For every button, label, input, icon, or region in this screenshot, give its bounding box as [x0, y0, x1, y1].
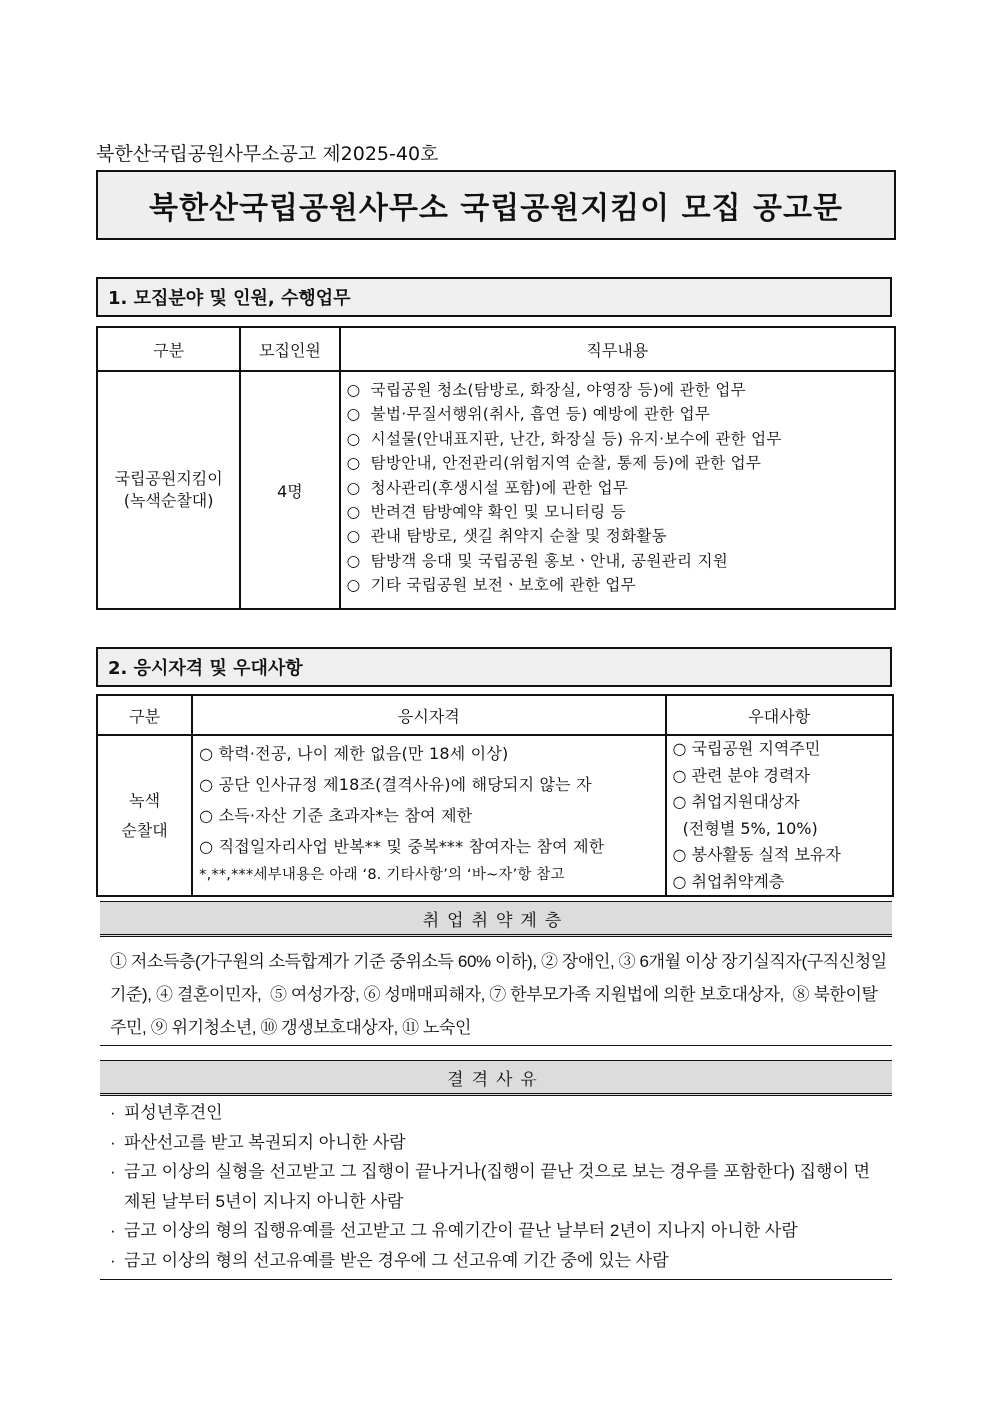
section2-heading: 2. 응시자격 및 우대사항	[96, 647, 892, 687]
vulnerable-line: ① 저소득층(가구원의 소득합계가 기준 중위소득 60% 이하), ② 장애인, ③ 6개월 이상 장기실직자(구직신청일	[110, 952, 887, 971]
list-item: ○ 불법·무질서행위(취사, 흡연 등) 예방에 관한 업무	[346, 405, 711, 424]
list-item: ○ 공단 인사규정 제18조(결격사유)에 해당되지 않는 자	[199, 775, 592, 794]
list-item: ○ 취업취약계층	[672, 871, 785, 891]
vulnerable-heading: 취업취약계층	[100, 901, 892, 937]
list-item: ○ 관내 탐방로, 샛길 취약지 순찰 및 정화활동	[346, 527, 667, 546]
preference-list	[666, 735, 894, 896]
recruit-category	[97, 371, 240, 609]
vulnerable-text	[100, 937, 892, 1044]
recruit-count: 4명	[240, 371, 339, 609]
qualification-list	[192, 735, 665, 896]
header-category: 구분	[97, 327, 240, 371]
category-sub: 순찰대	[121, 820, 168, 840]
list-item: ○ 탐방안내, 안전관리(위험지역 순찰, 통제 등)에 관한 업무	[346, 454, 762, 473]
qualification-table	[96, 694, 894, 897]
list-item: · 파산선고를 받고 복권되지 아니한 사람	[110, 1132, 406, 1152]
header-duties: 직무내용	[340, 327, 895, 371]
recruitment-table	[96, 326, 896, 610]
list-item: (전형별 5%, 10%)	[672, 818, 818, 838]
notice-number: 북한산국립공원사무소공고 제2025-40호	[96, 143, 439, 165]
category-name: 국립공원지킴이	[114, 469, 223, 488]
list-item: ○ 반려견 탐방예약 확인 및 모니터링 등	[346, 503, 626, 522]
header-category: 구분	[97, 695, 192, 735]
header-preferences: 우대사항	[666, 695, 894, 735]
vulnerable-box	[100, 937, 892, 1046]
list-item: ○ 직접일자리사업 반복** 및 중복*** 참여자는 참여 제한	[199, 837, 605, 856]
list-item: · 피성년후견인	[110, 1103, 223, 1122]
table-row	[97, 371, 895, 609]
list-item: ○ 국립공원 지역주민	[672, 739, 821, 758]
disqualification-heading: 결격사유	[100, 1060, 892, 1096]
qual-category	[97, 735, 192, 896]
list-item: ○ 관련 분야 경력자	[672, 765, 810, 785]
section1-heading: 1. 모집분야 및 인원, 수행업무	[96, 277, 892, 317]
duty-list	[340, 371, 895, 609]
list-item: ○ 시설물(안내표지판, 난간, 화장실 등) 유지·보수에 관한 업무	[346, 429, 782, 448]
category-sub: (녹색순찰대)	[123, 491, 214, 510]
vulnerable-line: 기준), ④ 결혼이민자, ⑤ 여성가장, ⑥ 성매매피해자, ⑦ 한부모가족 지원법에 의한 보호대상자, ⑧ 북한이탈	[110, 985, 878, 1004]
list-item: ○ 취업지원대상자	[672, 792, 800, 811]
disqualification-list	[100, 1096, 892, 1275]
list-item: · 금고 이상의 실형을 선고받고 그 집행이 끝나거나(집행이 끝난 것으로 보는 경우를 포함한다) 집행이 면제된 날부터 5년이 지나지 아니한 사람	[110, 1162, 871, 1211]
list-item: ○ 봉사활동 실적 보유자	[672, 845, 841, 864]
page-title: 북한산국립공원사무소 국립공원지킴이 모집 공고문	[96, 170, 896, 240]
list-item: · 금고 이상의 형의 집행유예를 선고받고 그 유예기간이 끝난 날부터 2년이 지나지 아니한 사람	[110, 1221, 798, 1240]
list-item: · 금고 이상의 형의 선고유예를 받은 경우에 그 선고유예 기간 중에 있는 사람	[110, 1250, 669, 1270]
vulnerable-line: 주민, ⑨ 위기청소년, ⑩ 갱생보호대상자, ⑪ 노숙인	[110, 1018, 472, 1037]
list-item: ○ 청사관리(후생시설 포함)에 관한 업무	[346, 478, 629, 497]
table-header-row	[97, 327, 895, 371]
list-item: ○ 기타 국립공원 보전ㆍ보호에 관한 업무	[346, 576, 636, 595]
qualification-note: *,**,***세부내용은 아래 ‘8. 기타사항’의 ‘바~자’항 참고	[199, 867, 565, 883]
category-name: 녹색	[129, 790, 161, 810]
table-row	[97, 735, 893, 896]
header-qualifications: 응시자격	[192, 695, 665, 735]
disqualification-box	[100, 1096, 892, 1280]
header-count: 모집인원	[240, 327, 339, 371]
list-item: ○ 탐방객 응대 및 국립공원 홍보ㆍ안내, 공원관리 지원	[346, 551, 728, 570]
list-item: ○ 국립공원 청소(탐방로, 화장실, 야영장 등)에 관한 업무	[346, 381, 746, 399]
list-item: ○ 학력·전공, 나이 제한 없음(만 18세 이상)	[199, 744, 509, 763]
table-header-row	[97, 695, 893, 735]
list-item: ○ 소득·자산 기준 초과자*는 참여 제한	[199, 806, 473, 825]
